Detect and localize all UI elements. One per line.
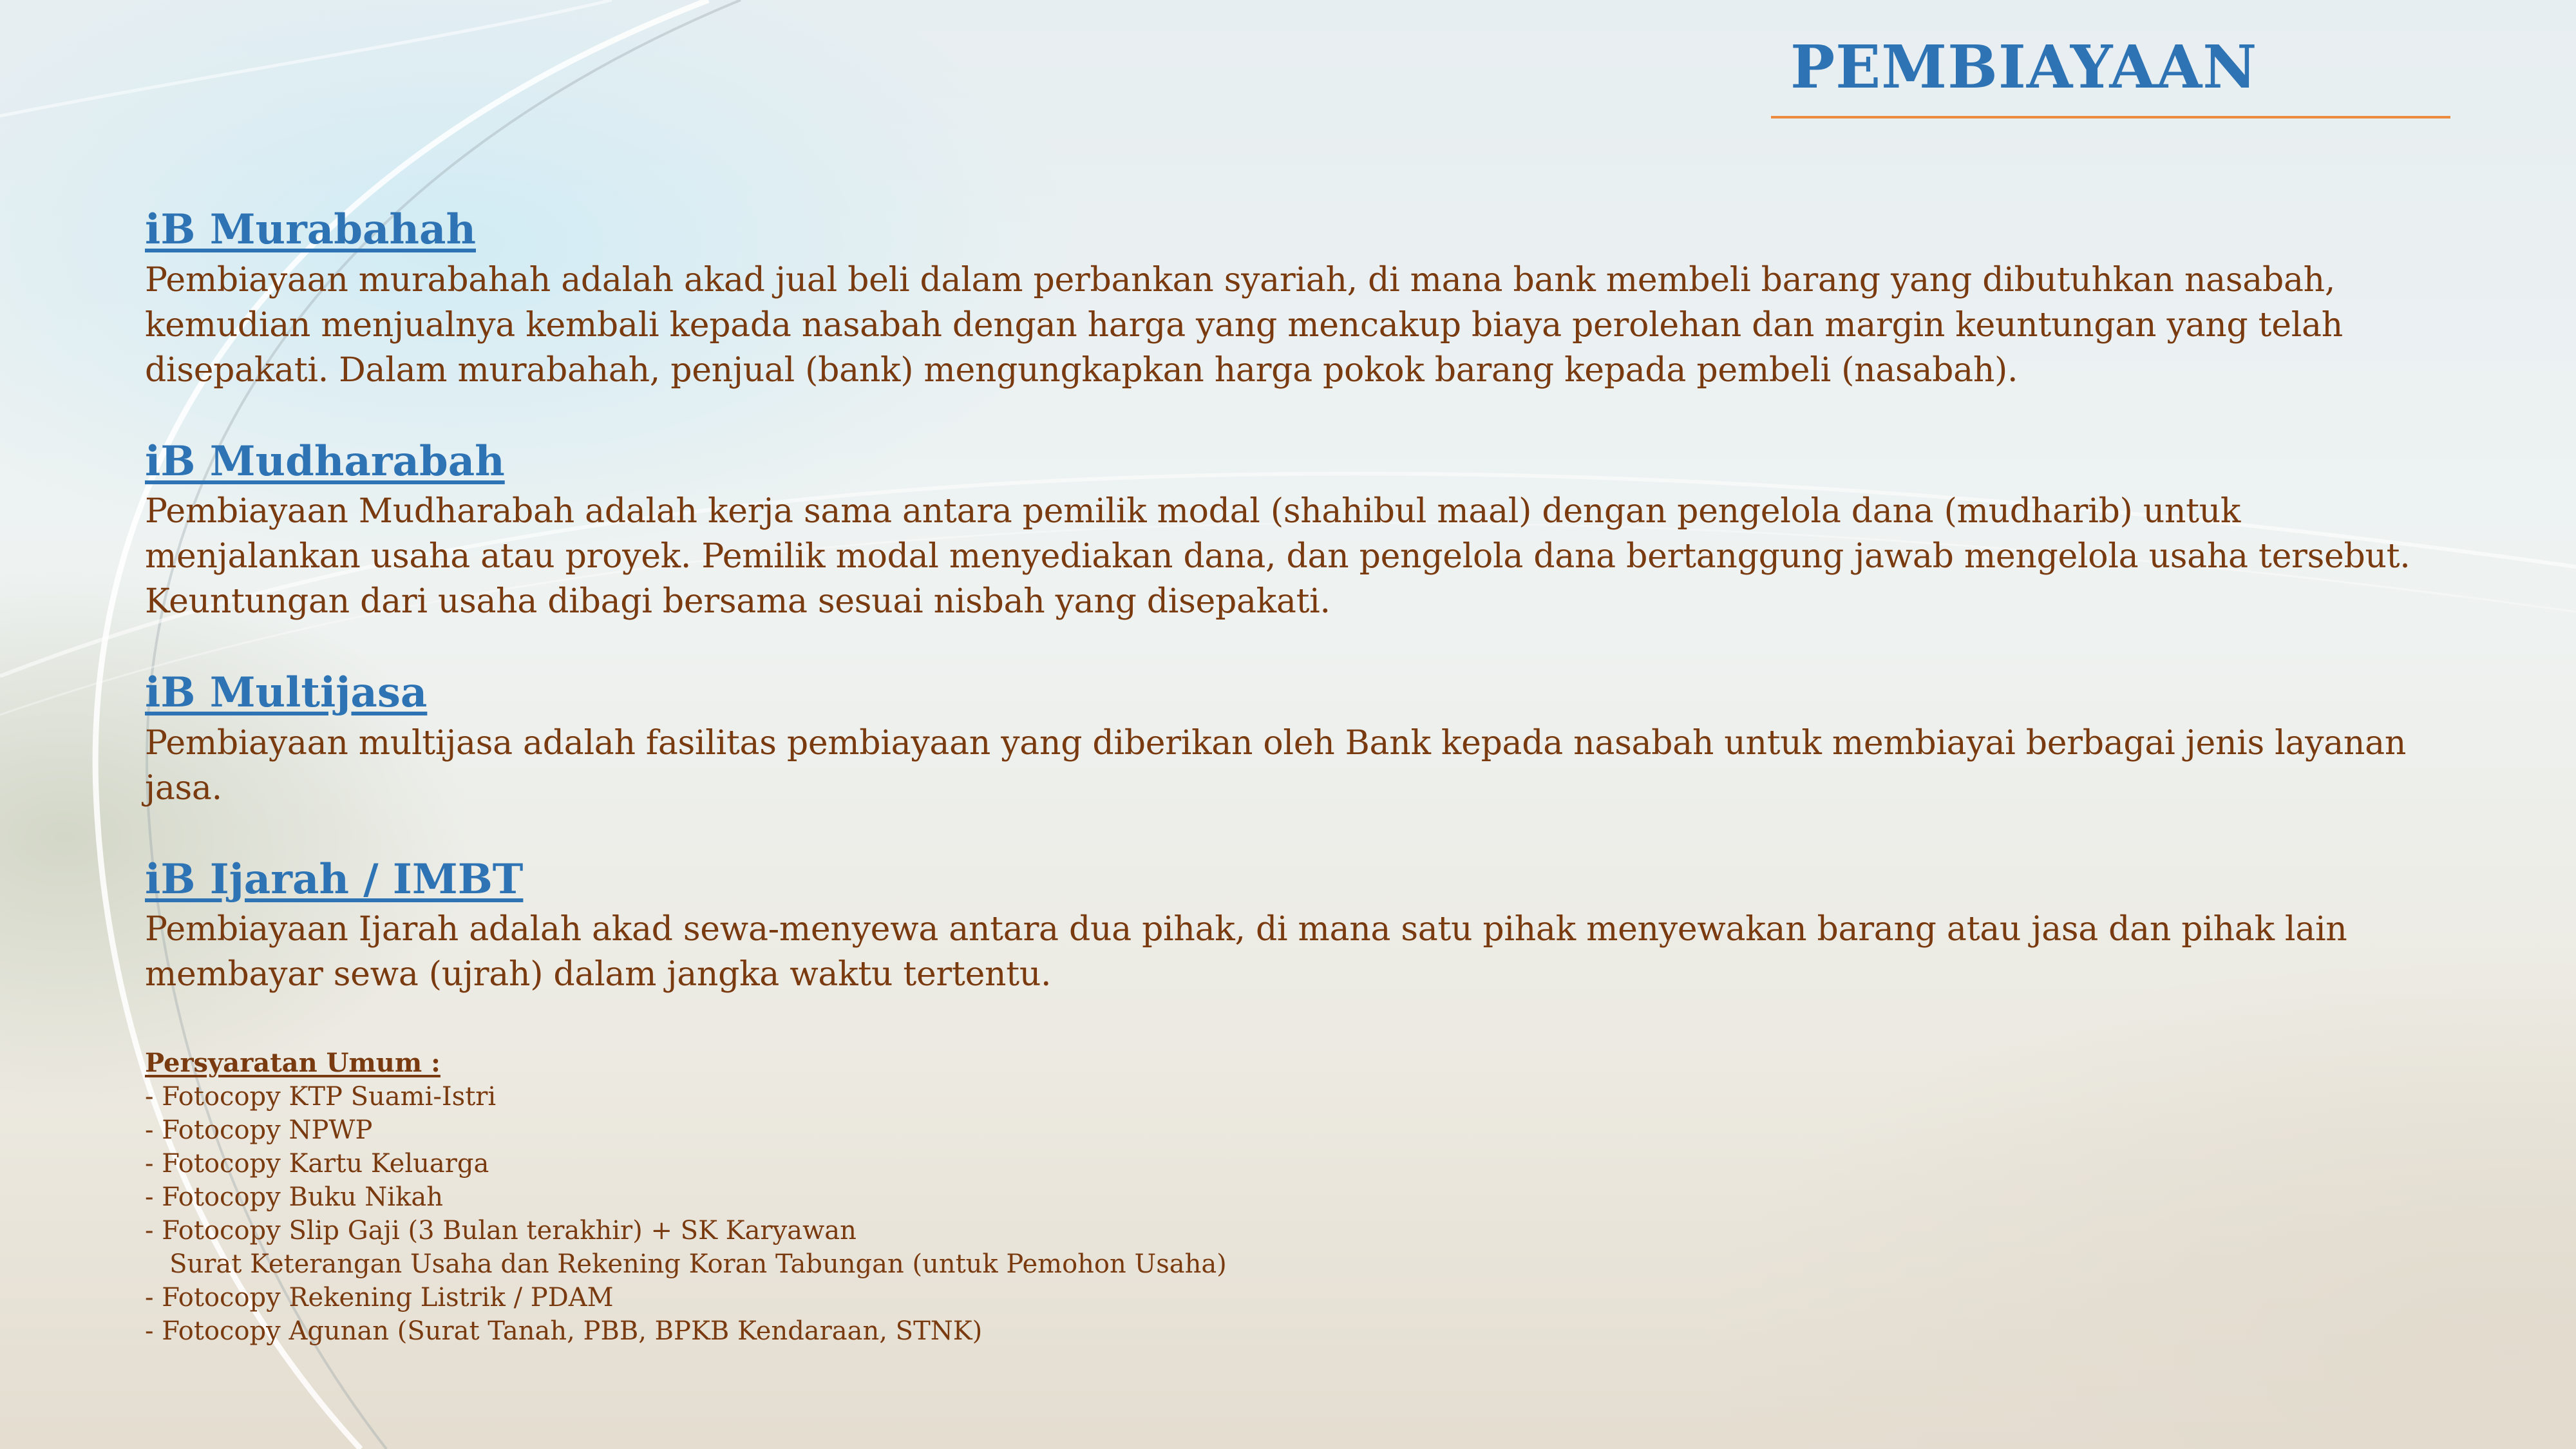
section-heading[interactable]: iB Mudharabah bbox=[145, 437, 505, 486]
section-description: Pembiayaan Ijarah adalah akad sewa-menyewa antara dua pihak, di mana satu pihak menyewakan barang atau jasa dan pihak lain membayar sewa (ujrah) dalam jangka waktu tertentu. bbox=[145, 910, 2347, 994]
section-mudharabah bbox=[145, 438, 2438, 625]
section-description: Pembiayaan multijasa adalah fasilitas pembiayaan yang diberikan oleh Bank kepada nasabah untuk membiayai berbagai jenis layanan jasa. bbox=[145, 723, 2407, 808]
section-description: Pembiayaan murabahah adalah akad jual beli dalam perbankan syariah, di mana bank membeli barang yang dibutuhkan nasabah, kemudian menjualnya kembali kepada nasabah dengan harga yang mencakup biaya perolehan dan margin keuntungan yang telah disepakati. Dalam murabahah, penjual (bank) mengungkapkan harga pokok barang kepada pembeli (nasabah). bbox=[145, 260, 2343, 390]
requirement-item: - Fotocopy Kartu Keluarga bbox=[145, 1149, 489, 1179]
requirement-item: - Fotocopy KTP Suami-Istri bbox=[145, 1082, 497, 1112]
section-murabahah bbox=[145, 206, 2438, 393]
requirements-heading: Persyaratan Umum : bbox=[145, 1048, 440, 1078]
requirement-item: - Fotocopy Agunan (Surat Tanah, PBB, BPKB Kendaraan, STNK) bbox=[145, 1316, 983, 1346]
section-multijasa bbox=[145, 669, 2438, 811]
requirement-item: - Fotocopy NPWP bbox=[145, 1115, 373, 1145]
requirement-item: - Fotocopy Slip Gaji (3 Bulan terakhir) + SK Karyawan bbox=[145, 1216, 857, 1245]
requirements-list bbox=[145, 1046, 1227, 1348]
title-underline bbox=[1771, 116, 2450, 118]
page-title: PEMBIAYAAN bbox=[1790, 32, 2258, 102]
section-heading[interactable]: iB Murabahah bbox=[145, 205, 476, 254]
requirement-item: - Fotocopy Buku Nikah bbox=[145, 1182, 443, 1212]
section-heading[interactable]: iB Ijarah / IMBT bbox=[145, 855, 524, 904]
requirement-item: Surat Keterangan Usaha dan Rekening Koran Tabungan (untuk Pemohon Usaha) bbox=[145, 1249, 1227, 1279]
financing-sections bbox=[145, 206, 2438, 1042]
section-ijarah bbox=[145, 856, 2438, 998]
requirement-item: - Fotocopy Rekening Listrik / PDAM bbox=[145, 1283, 614, 1312]
section-heading[interactable]: iB Multijasa bbox=[145, 668, 428, 717]
section-description: Pembiayaan Mudharabah adalah kerja sama antara pemilik modal (shahibul maal) dengan pengelola dana (mudharib) untuk menjalankan usaha atau proyek. Pemilik modal menyediakan dana, dan pengelola dana bertanggung jawab mengelola usaha tersebut. Keuntungan dari usaha dibagi bersama sesuai nisbah yang disepakati. bbox=[145, 492, 2410, 621]
